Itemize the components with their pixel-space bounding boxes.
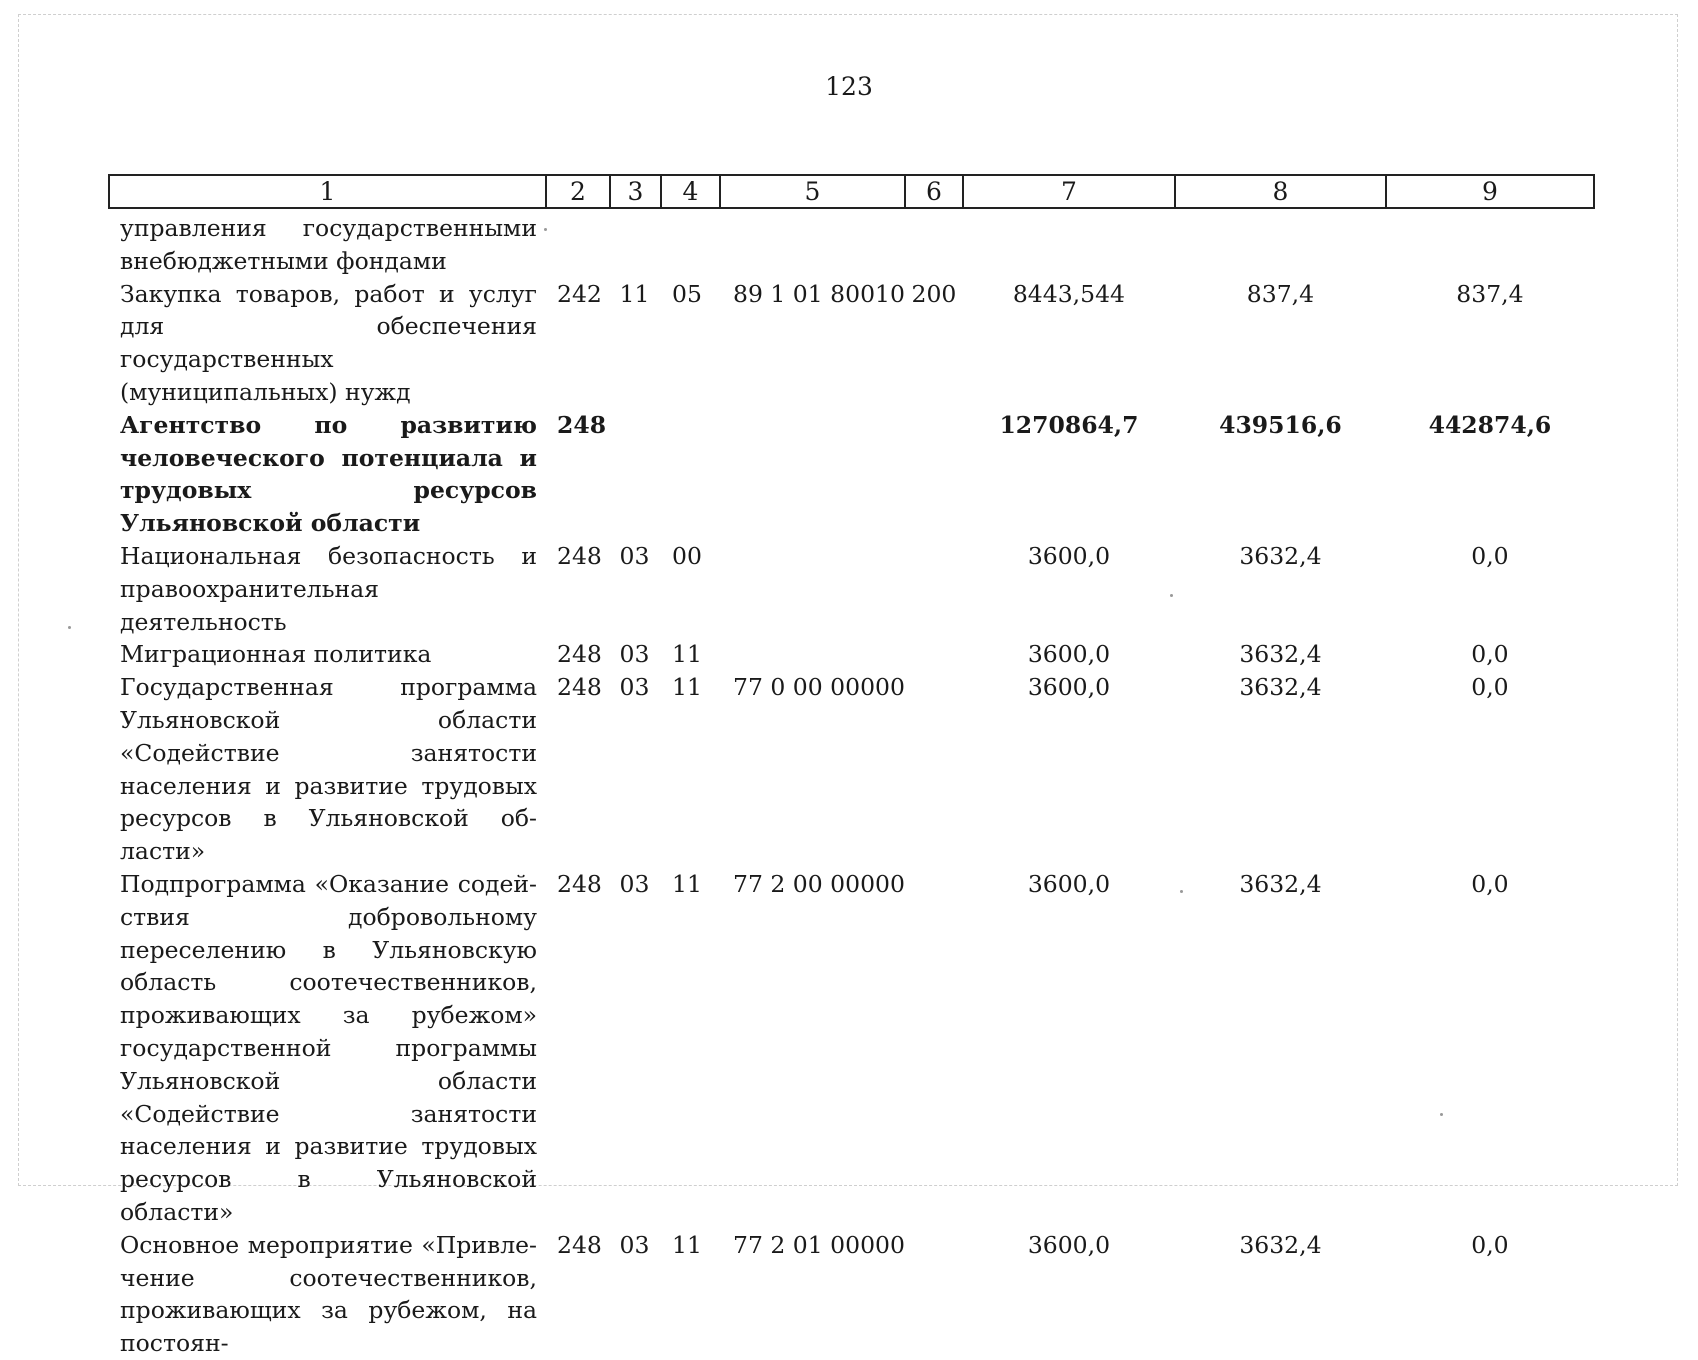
row-code-4: 11 bbox=[672, 640, 702, 669]
row-name: Государственная программа Ульяновской области «Содействие занятости населения и развитие трудовых ресурсов в Ульяновской области» bbox=[120, 673, 537, 866]
table-row bbox=[108, 671, 1594, 868]
column-number-5: 5 bbox=[720, 175, 905, 208]
row-code-5 bbox=[719, 638, 905, 671]
row-value-8: 439516,6 bbox=[1219, 410, 1342, 439]
scan-speck bbox=[544, 228, 547, 231]
row-value-7: 3600,0 bbox=[1027, 541, 1111, 570]
row-code-6 bbox=[905, 638, 963, 671]
row-code-2: 248 bbox=[557, 869, 602, 898]
row-name: Основное мероприятие «Привлечение соотечественников, проживающих за рубежом, на постоян- bbox=[120, 1230, 537, 1358]
row-value-7: 3600,0 bbox=[1027, 1230, 1111, 1259]
row-code-5 bbox=[719, 409, 905, 540]
row-code-5: 89 1 01 80010 bbox=[733, 279, 905, 308]
row-value-9: 0,0 bbox=[1471, 1230, 1509, 1259]
row-code-2: 248 bbox=[557, 541, 602, 570]
row-code-4: 11 bbox=[672, 673, 702, 702]
row-value-7: 8443,544 bbox=[1012, 279, 1125, 308]
column-number-9: 9 bbox=[1386, 175, 1594, 208]
row-code-4: 00 bbox=[672, 541, 702, 570]
row-value-9: 442874,6 bbox=[1428, 410, 1552, 439]
row-code-3: 03 bbox=[619, 673, 650, 702]
column-number-6: 6 bbox=[905, 175, 963, 208]
row-value-9 bbox=[1386, 212, 1594, 278]
scan-speck bbox=[1170, 594, 1173, 597]
row-code-2: 248 bbox=[557, 640, 602, 669]
column-number-2: 2 bbox=[546, 175, 610, 208]
row-code-4: 11 bbox=[672, 869, 702, 898]
row-code-3: 03 bbox=[619, 541, 650, 570]
table-row bbox=[108, 409, 1594, 540]
row-name: Агентство по развитию человеческого потенциала и трудовых ресурсов Ульяновской области bbox=[120, 410, 537, 538]
row-code-6 bbox=[905, 868, 963, 1229]
row-code-3: 03 bbox=[619, 1230, 650, 1259]
row-code-2: 242 bbox=[557, 279, 602, 308]
row-value-9: 0,0 bbox=[1471, 640, 1509, 669]
table-row bbox=[108, 638, 1594, 671]
row-value-9: 837,4 bbox=[1456, 279, 1524, 308]
column-number-7: 7 bbox=[963, 175, 1175, 208]
row-value-9: 0,0 bbox=[1471, 673, 1509, 702]
header-row bbox=[109, 175, 1594, 208]
row-code-5: 77 2 00 00000 bbox=[733, 869, 905, 898]
row-value-9: 0,0 bbox=[1471, 541, 1509, 570]
table-row bbox=[108, 868, 1594, 1229]
row-code-5: 77 0 00 00000 bbox=[733, 673, 905, 702]
row-code-5: 77 2 01 00000 bbox=[733, 1230, 905, 1259]
row-code-2 bbox=[545, 212, 609, 278]
row-name: управления государственными внебюджетными фондами bbox=[120, 214, 537, 275]
row-value-8: 837,4 bbox=[1246, 279, 1315, 308]
row-value-8: 3632,4 bbox=[1239, 541, 1322, 570]
scan-speck bbox=[1440, 1113, 1443, 1116]
scan-speck bbox=[1180, 890, 1183, 893]
row-code-6 bbox=[905, 671, 963, 868]
row-code-6 bbox=[905, 540, 963, 638]
row-code-4 bbox=[660, 212, 719, 278]
table-row bbox=[108, 540, 1594, 638]
row-code-3 bbox=[609, 409, 660, 540]
row-code-4: 05 bbox=[672, 279, 702, 308]
row-value-8: 3632,4 bbox=[1239, 640, 1322, 669]
row-value-9: 0,0 bbox=[1471, 869, 1509, 898]
row-value-7: 3600,0 bbox=[1027, 673, 1111, 702]
row-value-7 bbox=[963, 212, 1175, 278]
row-code-3 bbox=[609, 212, 660, 278]
row-code-6 bbox=[905, 409, 963, 540]
row-code-3: 03 bbox=[619, 869, 650, 898]
row-value-7: 3600,0 bbox=[1027, 869, 1111, 898]
budget-table bbox=[108, 212, 1594, 1360]
row-code-3: 11 bbox=[619, 279, 650, 308]
column-number-4: 4 bbox=[661, 175, 720, 208]
row-code-2: 248 bbox=[557, 410, 607, 439]
row-value-8 bbox=[1175, 212, 1386, 278]
table-row bbox=[108, 1229, 1594, 1360]
row-value-7: 1270864,7 bbox=[999, 410, 1139, 439]
row-code-6 bbox=[905, 212, 963, 278]
row-code-2: 248 bbox=[557, 1230, 602, 1259]
column-number-header bbox=[108, 174, 1595, 209]
row-code-6 bbox=[905, 1229, 963, 1360]
row-code-2: 248 bbox=[557, 673, 602, 702]
table-row bbox=[108, 212, 1594, 278]
table-body bbox=[108, 212, 1594, 1360]
row-code-4 bbox=[660, 409, 719, 540]
column-number-1: 1 bbox=[109, 175, 546, 208]
table-row bbox=[108, 278, 1594, 409]
row-code-3: 03 bbox=[619, 640, 650, 669]
row-name: Миграционная политика bbox=[120, 640, 432, 669]
row-value-8: 3632,4 bbox=[1239, 869, 1322, 898]
column-number-3: 3 bbox=[610, 175, 661, 208]
row-value-7: 3600,0 bbox=[1027, 640, 1111, 669]
row-value-8: 3632,4 bbox=[1239, 1230, 1322, 1259]
column-number-8: 8 bbox=[1175, 175, 1386, 208]
row-name: Подпрограмма «Оказание содействия добровольному переселению в Ульяновскую область соотечественников, проживающих за рубежом» государственной программы Ульяновской области «Содействие занятости населения и развитие трудовых ресурсов в Ульяновской области» bbox=[120, 869, 537, 1226]
row-code-4: 11 bbox=[672, 1230, 702, 1259]
page-number: 123 bbox=[825, 72, 873, 101]
row-code-5 bbox=[719, 540, 905, 638]
scan-speck bbox=[68, 626, 71, 629]
row-code-5 bbox=[719, 212, 905, 278]
row-name: Национальная безопасность и правоохранительная деятельность bbox=[120, 541, 537, 636]
row-value-8: 3632,4 bbox=[1239, 673, 1322, 702]
row-name: Закупка товаров, работ и услуг для обеспечения государственных (муниципальных) нужд bbox=[120, 279, 537, 406]
row-code-6: 200 bbox=[911, 279, 957, 308]
